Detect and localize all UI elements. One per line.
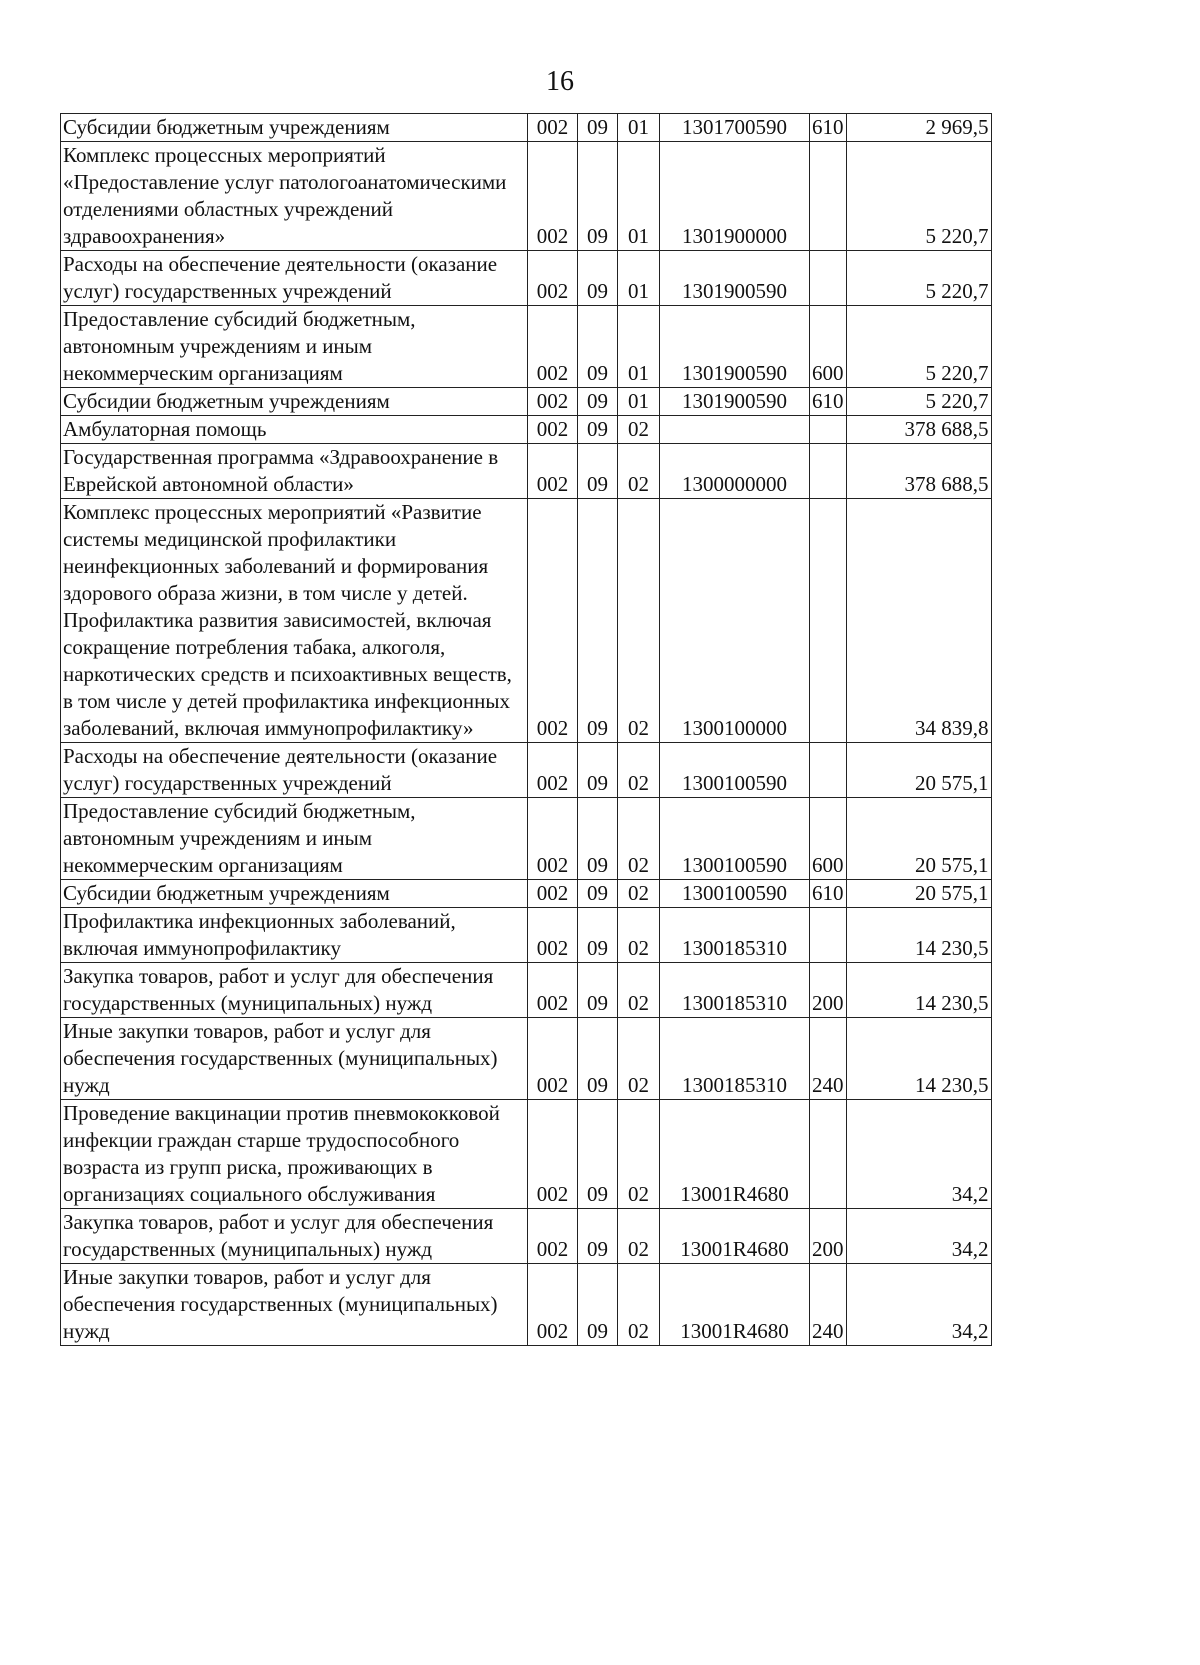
row-ved-code: 002 (528, 251, 578, 306)
row-name: Предоставление субсидий бюджетным, автономным учреждениям и иным некоммерческим организациям (61, 798, 528, 880)
table-row (61, 251, 992, 306)
row-section-code: 09 (578, 306, 618, 388)
row-name: Субсидии бюджетным учреждениям (61, 880, 528, 908)
table-row (61, 499, 992, 743)
row-subsection-code: 02 (618, 444, 660, 499)
row-expense-type: 600 (810, 798, 847, 880)
row-expense-type (810, 142, 847, 251)
row-section-code: 09 (578, 251, 618, 306)
row-target-article: 1301900590 (660, 388, 810, 416)
row-name: Комплекс процессных мероприятий «Развитие системы медицинской профилактики неинфекционных заболеваний и формирования здорового образа жизни, в том числе у детей. Профилактика развития зависимостей, включая сокращение потребления табака, алкоголя, наркотических средств и психоактивных веществ, в том числе у детей профилактика инфекционных заболеваний, включая иммунопрофилактику» (61, 499, 528, 743)
row-ved-code: 002 (528, 388, 578, 416)
row-ved-code: 002 (528, 114, 578, 142)
row-target-article (660, 416, 810, 444)
table-row (61, 743, 992, 798)
row-name: Расходы на обеспечение деятельности (оказание услуг) государственных учреждений (61, 743, 528, 798)
table-row (61, 114, 992, 142)
row-section-code: 09 (578, 499, 618, 743)
row-ved-code: 002 (528, 908, 578, 963)
row-name: Субсидии бюджетным учреждениям (61, 114, 528, 142)
row-subsection-code: 02 (618, 416, 660, 444)
row-amount: 34,2 (846, 1100, 991, 1209)
table-row (61, 908, 992, 963)
table-row (61, 1264, 992, 1346)
row-ved-code: 002 (528, 1264, 578, 1346)
row-ved-code: 002 (528, 444, 578, 499)
row-subsection-code: 02 (618, 499, 660, 743)
row-ved-code: 002 (528, 798, 578, 880)
table-row (61, 388, 992, 416)
row-amount: 5 220,7 (846, 251, 991, 306)
row-ved-code: 002 (528, 963, 578, 1018)
row-amount: 34,2 (846, 1264, 991, 1346)
row-name: Расходы на обеспечение деятельности (оказание услуг) государственных учреждений (61, 251, 528, 306)
row-ved-code: 002 (528, 1100, 578, 1209)
row-target-article: 1301900590 (660, 251, 810, 306)
row-name: Иные закупки товаров, работ и услуг для обеспечения государственных (муниципальных) нужд (61, 1018, 528, 1100)
row-subsection-code: 01 (618, 306, 660, 388)
row-section-code: 09 (578, 798, 618, 880)
row-section-code: 09 (578, 142, 618, 251)
row-ved-code: 002 (528, 306, 578, 388)
row-target-article: 13001R4680 (660, 1264, 810, 1346)
row-target-article: 13001R4680 (660, 1100, 810, 1209)
row-ved-code: 002 (528, 743, 578, 798)
row-target-article: 13001R4680 (660, 1209, 810, 1264)
row-name: Закупка товаров, работ и услуг для обеспечения государственных (муниципальных) нужд (61, 1209, 528, 1264)
row-section-code: 09 (578, 963, 618, 1018)
row-expense-type: 610 (810, 880, 847, 908)
table-row (61, 798, 992, 880)
row-subsection-code: 02 (618, 1018, 660, 1100)
row-expense-type (810, 743, 847, 798)
table-row (61, 142, 992, 251)
row-subsection-code: 02 (618, 880, 660, 908)
row-name: Иные закупки товаров, работ и услуг для обеспечения государственных (муниципальных) нужд (61, 1264, 528, 1346)
page-number: 16 (546, 66, 574, 97)
row-section-code: 09 (578, 114, 618, 142)
row-subsection-code: 02 (618, 963, 660, 1018)
table-row (61, 306, 992, 388)
row-expense-type: 610 (810, 388, 847, 416)
table-row (61, 1100, 992, 1209)
row-ved-code: 002 (528, 416, 578, 444)
row-expense-type: 610 (810, 114, 847, 142)
table-body (61, 114, 992, 1346)
row-amount: 34,2 (846, 1209, 991, 1264)
row-target-article: 1300185310 (660, 1018, 810, 1100)
row-name: Амбулаторная помощь (61, 416, 528, 444)
row-section-code: 09 (578, 1209, 618, 1264)
row-target-article: 1300100590 (660, 743, 810, 798)
table-row (61, 880, 992, 908)
row-name: Государственная программа «Здравоохранение в Еврейской автономной области» (61, 444, 528, 499)
row-amount: 34 839,8 (846, 499, 991, 743)
row-amount: 2 969,5 (846, 114, 991, 142)
row-name: Комплекс процессных мероприятий «Предоставление услуг патологоанатомическими отделениями областных учреждений здравоохранения» (61, 142, 528, 251)
row-amount: 20 575,1 (846, 743, 991, 798)
row-target-article: 1300185310 (660, 908, 810, 963)
row-subsection-code: 02 (618, 798, 660, 880)
row-amount: 378 688,5 (846, 416, 991, 444)
row-ved-code: 002 (528, 1018, 578, 1100)
row-target-article: 1300100590 (660, 880, 810, 908)
row-subsection-code: 01 (618, 114, 660, 142)
row-amount: 20 575,1 (846, 798, 991, 880)
row-subsection-code: 01 (618, 251, 660, 306)
row-amount: 14 230,5 (846, 908, 991, 963)
row-target-article: 1300185310 (660, 963, 810, 1018)
row-target-article: 1301900590 (660, 306, 810, 388)
row-name: Предоставление субсидий бюджетным, автономным учреждениям и иным некоммерческим организациям (61, 306, 528, 388)
row-expense-type: 200 (810, 1209, 847, 1264)
table-row (61, 416, 992, 444)
row-expense-type (810, 499, 847, 743)
row-target-article: 1300000000 (660, 444, 810, 499)
row-section-code: 09 (578, 1264, 618, 1346)
row-amount: 378 688,5 (846, 444, 991, 499)
row-section-code: 09 (578, 416, 618, 444)
row-amount: 14 230,5 (846, 963, 991, 1018)
row-amount: 20 575,1 (846, 880, 991, 908)
row-target-article: 1301700590 (660, 114, 810, 142)
row-section-code: 09 (578, 908, 618, 963)
row-subsection-code: 02 (618, 908, 660, 963)
row-name: Профилактика инфекционных заболеваний, включая иммунопрофилактику (61, 908, 528, 963)
row-amount: 5 220,7 (846, 142, 991, 251)
table-row (61, 963, 992, 1018)
row-expense-type (810, 1100, 847, 1209)
row-expense-type: 240 (810, 1018, 847, 1100)
row-section-code: 09 (578, 743, 618, 798)
row-target-article: 1300100000 (660, 499, 810, 743)
table-row (61, 1209, 992, 1264)
table-row (61, 1018, 992, 1100)
row-expense-type (810, 251, 847, 306)
row-target-article: 1301900000 (660, 142, 810, 251)
row-subsection-code: 02 (618, 1209, 660, 1264)
budget-table (60, 113, 992, 1346)
row-expense-type (810, 416, 847, 444)
row-expense-type: 600 (810, 306, 847, 388)
row-subsection-code: 02 (618, 743, 660, 798)
row-subsection-code: 02 (618, 1100, 660, 1209)
row-section-code: 09 (578, 1018, 618, 1100)
row-ved-code: 002 (528, 499, 578, 743)
row-ved-code: 002 (528, 880, 578, 908)
row-ved-code: 002 (528, 1209, 578, 1264)
row-expense-type: 240 (810, 1264, 847, 1346)
row-section-code: 09 (578, 388, 618, 416)
row-name: Проведение вакцинации против пневмококковой инфекции граждан старше трудоспособного возраста из групп риска, проживающих в организациях социального обслуживания (61, 1100, 528, 1209)
row-section-code: 09 (578, 880, 618, 908)
row-name: Субсидии бюджетным учреждениям (61, 388, 528, 416)
row-target-article: 1300100590 (660, 798, 810, 880)
table-row (61, 444, 992, 499)
row-expense-type: 200 (810, 963, 847, 1018)
row-subsection-code: 01 (618, 142, 660, 251)
row-amount: 5 220,7 (846, 388, 991, 416)
row-section-code: 09 (578, 444, 618, 499)
row-amount: 5 220,7 (846, 306, 991, 388)
row-expense-type (810, 444, 847, 499)
row-section-code: 09 (578, 1100, 618, 1209)
row-ved-code: 002 (528, 142, 578, 251)
row-subsection-code: 02 (618, 1264, 660, 1346)
row-subsection-code: 01 (618, 388, 660, 416)
row-name: Закупка товаров, работ и услуг для обеспечения государственных (муниципальных) нужд (61, 963, 528, 1018)
row-expense-type (810, 908, 847, 963)
row-amount: 14 230,5 (846, 1018, 991, 1100)
